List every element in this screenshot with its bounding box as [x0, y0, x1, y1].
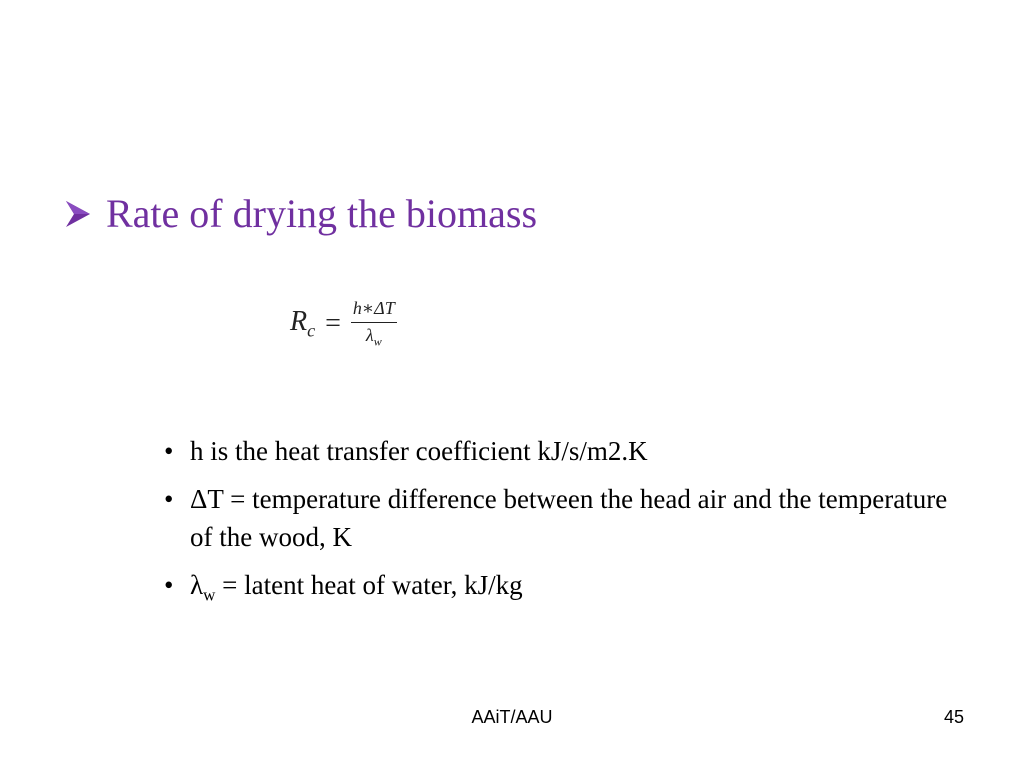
title-text: Rate of drying the biomass [106, 191, 538, 236]
fraction-numerator: h∗ΔT [351, 298, 397, 323]
bullet-dot: • [164, 484, 174, 514]
bullet-list [164, 432, 954, 624]
equation-lhs: $R_c$ [290, 306, 316, 341]
bullet-text: = latent heat of water, kJ/kg [215, 570, 523, 600]
bullet-dot: • [164, 436, 174, 466]
bullet-dot: • [164, 570, 174, 600]
bullet-text: ΔT = temperature difference between the head air and the temperature of the wood, K [190, 484, 948, 552]
bullet-text: h is the heat transfer coefficient kJ/s/m2.K [190, 436, 648, 466]
equation-equals: = [325, 307, 341, 339]
bullet-item-latent-heat [164, 566, 954, 614]
slide-title [64, 190, 537, 237]
bullet-symbol: $\lambda_w$ [190, 570, 216, 605]
footer-institution: AAiT/AAU [471, 707, 553, 727]
page-number: 45 [943, 707, 964, 727]
arrow-bullet-icon [64, 199, 92, 229]
bullet-item-temperature-difference [164, 480, 954, 556]
equation-fraction [351, 298, 397, 350]
bullet-item-heat-transfer [164, 432, 954, 470]
fraction-denominator: $\lambda_w$ [365, 325, 382, 349]
drying-rate-equation [290, 298, 397, 350]
